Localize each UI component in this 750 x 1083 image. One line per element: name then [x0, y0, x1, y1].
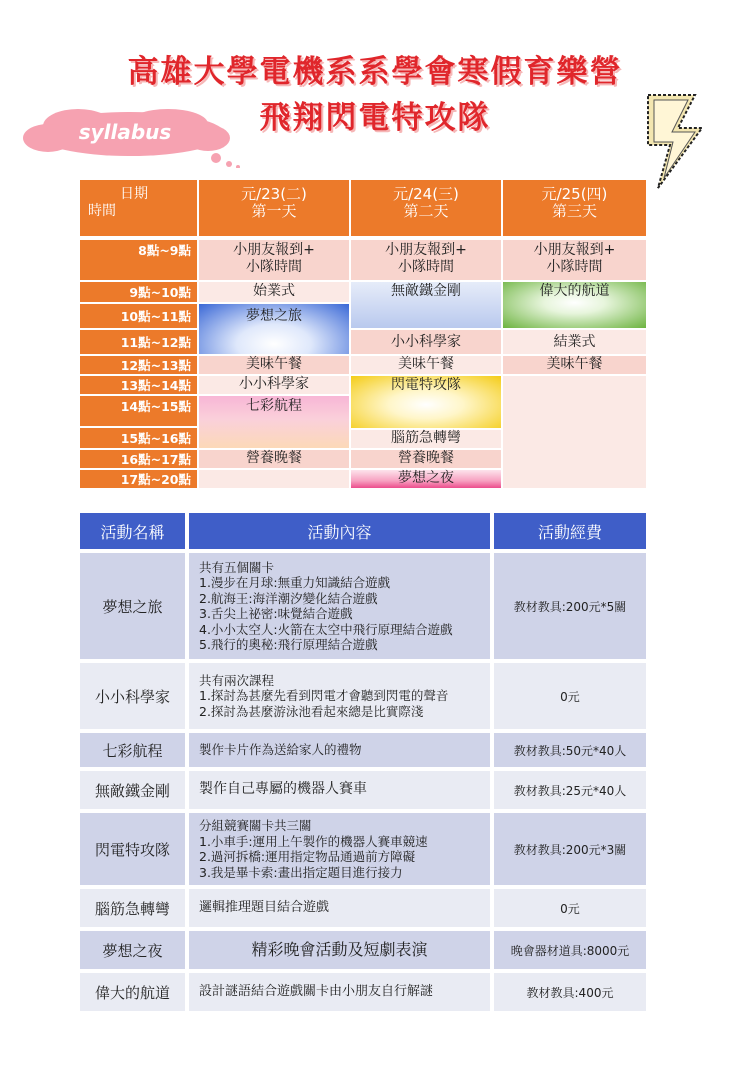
activity-name: 夢想之旅 — [80, 553, 185, 659]
table-row — [80, 973, 646, 1011]
desc-line: 5.飛行的奧秘:飛行原理結合遊戲 — [199, 637, 378, 652]
day2-lunch: 美味午餐 — [351, 356, 501, 374]
activity-name: 腦筋急轉彎 — [80, 889, 185, 927]
desc-line: 3.舌尖上祕密:味覺結合遊戲 — [199, 606, 353, 621]
day2-dinner: 營養晚餐 — [351, 450, 501, 468]
day2-brain: 腦筋急轉彎 — [351, 430, 501, 448]
day1-checkin: 小朋友報到+ 小隊時間 — [199, 240, 349, 280]
day1-empty — [199, 470, 349, 488]
activity-cost: 教材教具:200元*3關 — [494, 813, 646, 885]
day3-route: 偉大的航道 — [503, 282, 646, 328]
activity-cost: 教材教具:400元 — [494, 973, 646, 1011]
day1-science: 小小科學家 — [199, 376, 349, 394]
activity-desc — [189, 931, 490, 969]
day2-robot: 無敵鐵金剛 — [351, 282, 501, 328]
day1-date: 元/23(二) — [241, 185, 307, 203]
time-slot: 11點~12點 — [80, 330, 197, 354]
desc-line: 共有兩次課程 — [199, 672, 275, 688]
desc-line: 1.探討為甚麼先看到閃電才會聽到閃電的聲音 — [199, 688, 449, 704]
activity-cost: 教材教具:25元*40人 — [494, 771, 646, 809]
time-slot: 17點~20點 — [80, 470, 197, 488]
activity-cost: 0元 — [494, 663, 646, 729]
activity-cost: 教材教具:200元*5關 — [494, 553, 646, 659]
day2-header — [351, 180, 501, 236]
day3-label: 第三天 — [551, 202, 597, 220]
activity-name: 夢想之夜 — [80, 931, 185, 969]
activity-name: 無敵鐵金剛 — [80, 771, 185, 809]
time-slot: 15點~16點 — [80, 428, 197, 448]
corner-date-label: 日期 — [120, 186, 148, 202]
activity-name-header: 活動名稱 — [80, 513, 185, 549]
desc-line: 4.小小太空人:火箭在太空中飛行原理結合遊戲 — [199, 621, 453, 637]
activity-cost-header: 活動經費 — [494, 513, 646, 549]
table-row — [80, 553, 646, 659]
day3-date: 元/25(四) — [541, 185, 608, 203]
syllabus-badge: syllabus — [78, 120, 172, 144]
page-subtitle: 飛翔閃電特攻隊 — [259, 100, 491, 136]
time-slot: 14點~15點 — [80, 396, 197, 426]
day1-lunch: 美味午餐 — [199, 356, 349, 374]
activity-name: 七彩航程 — [80, 733, 185, 767]
table-row — [80, 733, 646, 767]
day1-dinner: 營養晚餐 — [199, 450, 349, 468]
day2-checkin: 小朋友報到+ 小隊時間 — [351, 240, 501, 280]
day2-label: 第二天 — [403, 202, 449, 220]
activity-desc — [189, 973, 490, 1011]
activity-desc — [189, 889, 490, 927]
activity-desc — [189, 553, 490, 659]
day2-night: 夢想之夜 — [351, 470, 501, 488]
day3-empty — [503, 376, 646, 488]
table-row — [80, 889, 646, 927]
activity-desc — [189, 771, 490, 809]
table-row — [80, 931, 646, 969]
page-title: 高雄大學電機系系學會寒假育樂營 — [127, 54, 623, 90]
desc-line: 設計謎語結合遊戲關卡由小朋友自行解謎 — [199, 984, 434, 1000]
activity-desc — [189, 813, 490, 885]
day2-date: 元/24(三) — [393, 185, 459, 203]
time-slot: 12點~13點 — [80, 356, 197, 374]
corner-time-label: 時間 — [88, 203, 116, 219]
desc-line: 3.我是畢卡索:畫出指定題目進行接力 — [199, 864, 403, 880]
time-slot: 16點~17點 — [80, 450, 197, 468]
table-row — [80, 813, 646, 885]
day1-rainbow: 七彩航程 — [199, 396, 349, 448]
time-slot: 8點~9點 — [80, 240, 197, 280]
activity-cost: 教材教具:50元*40人 — [494, 733, 646, 767]
desc-line: 1.漫步在月球:無重力知識結合遊戲 — [199, 575, 391, 590]
activity-cost: 0元 — [494, 889, 646, 927]
time-slot: 10點~11點 — [80, 304, 197, 328]
activity-name: 小小科學家 — [80, 663, 185, 729]
desc-line: 2.航海王:海洋潮汐變化結合遊戲 — [199, 590, 378, 606]
desc-line: 邏輯推理題目結合遊戲 — [199, 900, 330, 916]
activity-name: 偉大的航道 — [80, 973, 185, 1011]
activity-desc — [189, 733, 490, 767]
day3-lunch: 美味午餐 — [503, 356, 646, 374]
day3-closing: 結業式 — [503, 330, 646, 354]
time-slot: 9點~10點 — [80, 282, 197, 302]
desc-line: 精彩晚會活動及短劇表演 — [251, 940, 428, 960]
desc-line: 製作卡片作為送給家人的禮物 — [199, 742, 362, 758]
day2-science: 小小科學家 — [351, 330, 501, 354]
activity-desc — [189, 663, 490, 729]
activity-name: 閃電特攻隊 — [80, 813, 185, 885]
day2-lightning: 閃電特攻隊 — [351, 376, 501, 428]
table-row — [80, 771, 646, 809]
time-slot: 13點~14點 — [80, 376, 197, 394]
activity-cost: 晚會器材道具:8000元 — [494, 931, 646, 969]
lightning-icon — [640, 90, 710, 190]
desc-line: 2.探討為甚麼游泳池看起來總是比實際淺 — [199, 703, 424, 719]
desc-line: 分組競賽關卡共三關 — [199, 818, 312, 833]
table-row — [80, 663, 646, 729]
desc-line: 1.小車手:運用上午製作的機器人賽車競速 — [199, 833, 428, 849]
desc-line: 共有五個關卡 — [199, 559, 275, 575]
activity-content-header: 活動內容 — [189, 513, 490, 549]
desc-line: 2.過河拆橋:運用指定物品通過前方障礙 — [199, 849, 416, 864]
day1-label: 第一天 — [251, 202, 297, 220]
corner-header — [80, 180, 197, 236]
day1-dream: 夢想之旅 — [199, 304, 349, 354]
day1-header — [199, 180, 349, 236]
day3-checkin: 小朋友報到+ 小隊時間 — [503, 240, 646, 280]
day1-opening: 始業式 — [199, 282, 349, 302]
day3-header — [503, 180, 646, 236]
desc-line: 製作自己專屬的機器人賽車 — [199, 781, 367, 798]
